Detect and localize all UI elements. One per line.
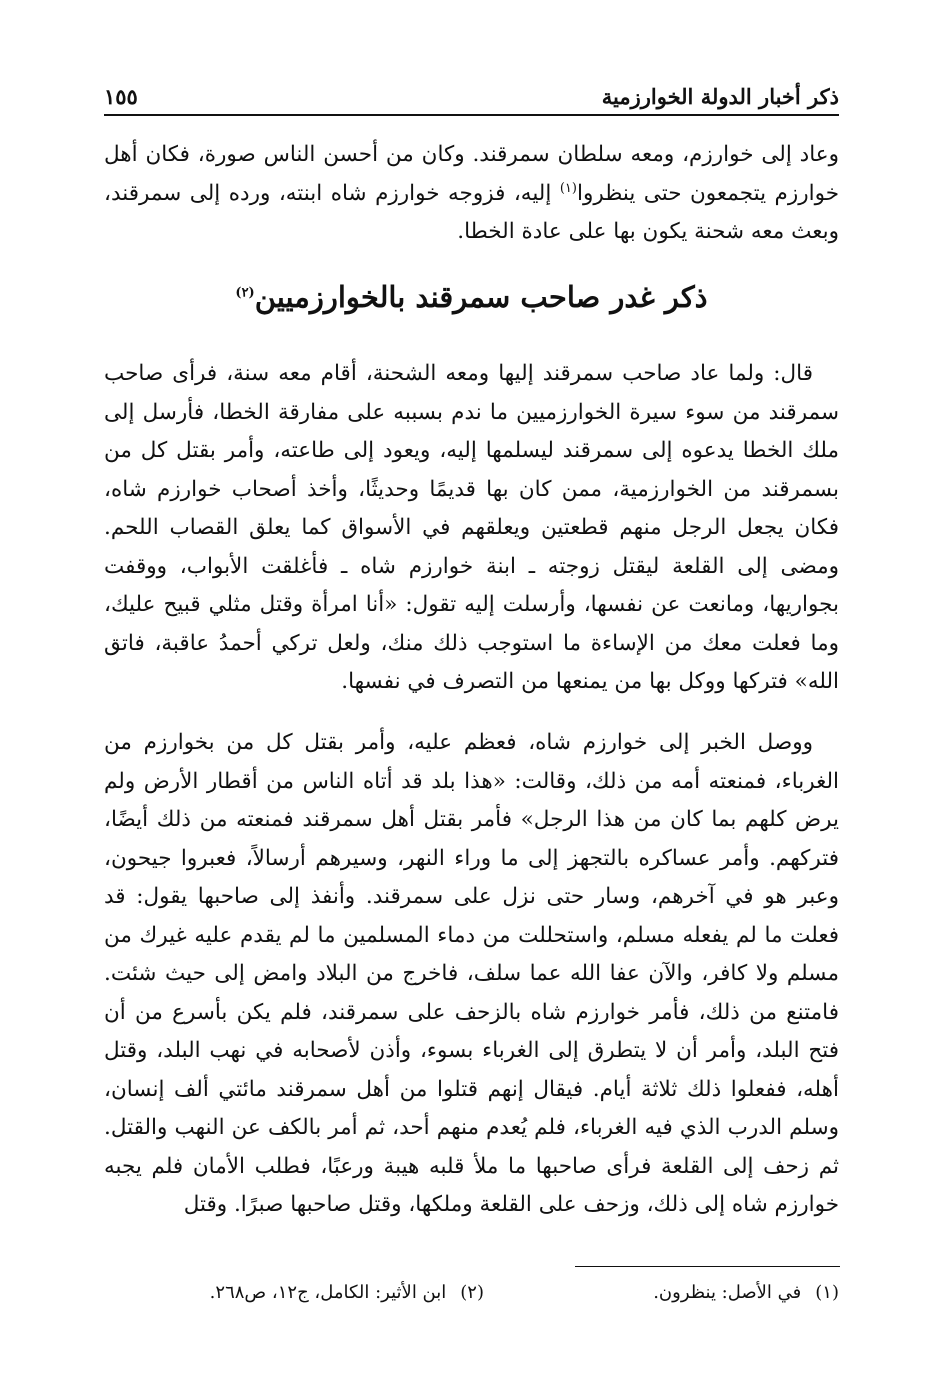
section-heading: [104, 280, 839, 314]
footnote-2: [210, 1282, 484, 1303]
paragraph-2: ووصل الخبر إلى خوارزم شاه، فعظم عليه، وأمر بقتل كل من بخوارزم من الغرباء، فمنعته أمه من ذلك، وقالت: «هذا بلد قد أتاه الناس من أقطار الأرض ولم يرض كلهم بما كان من هذا الرجل» فأمر بقتل أهل سمرقند فمنعته من ذلك أيضًا، فتركهم. وأمر عساكره بالتجهز إلى ما وراء النهر، وسيرهم أرسالاً، فعبروا جيحون، وعبر هو في آخرهم، وسار حتى نزل على سمرقند. وأنفذ إلى صاحبها يقول: قد فعلت ما لم يفعله مسلم، واستحللت من دماء المسلمين ما لم يقدم عليه غيرك من مسلم ولا كافر، والآن عفا الله عما سلف، فاخرج من البلاد وامض إلى حيث شئت. فامتنع من ذلك، فأمر خوارزم شاه بالزحف على سمرقند، فلم يكن بأسرع من أن فتح البلد، وأمر أن لا يتطرق إلى الغرباء بسوء، وأذن لأصحابه في نهب البلد، وقتل أهله، ففعلوا ذلك ثلاثة أيام. فيقال إنهم قتلوا من أهل سمرقند مائتي ألف إنسان، وسلم الدرب الذي فيه الغرباء، فلم يُعدم منهم أحد، ثم أمر بالكف عن النهب والقتل. ثم زحف إلى القلعة فرأى صاحبها ما ملأ قلبه هيبة ورعبًا، فطلب الأمان فلم يجبه خوارزم شاه إلى ذلك، وزحف على القلعة وملكها، وقتل صاحبها صبرًا. وقتل: [104, 730, 839, 1217]
footnote-2-number: (٢): [460, 1282, 484, 1303]
intro-paragraph: [104, 136, 839, 252]
intro-text-a: وعاد إلى خوارزم، ومعه سلطان سمرقند. وكان من أحسن الناس صورة، فكان أهل خوارزم يتجمعون حتى ينظروا: [104, 142, 840, 206]
footnotes: [104, 1282, 839, 1312]
intro-text-b: إليه، فزوجه خوارزم شاه ابنته، ورده إلى سمرقند، وبعث معه شحنة يكون بها على عادة الخطا.: [104, 180, 839, 244]
page-number: ١٥٥: [104, 84, 138, 109]
running-title: ذكر أخبار الدولة الخوارزمية: [601, 84, 839, 109]
footnote-1: [653, 1282, 839, 1303]
paragraph-1: قال: ولما عاد صاحب سمرقند إليها ومعه الشحنة، أقام معه سنة، فرأى صاحب سمرقند من سوء سيرة الخوارزميين ما ندم بسببه على مفارقة الخطا، فأرسل إلى ملك الخطا يدعوه إلى سمرقند ليسلمها إليه، ويعود إلى طاعته، وأمر بقتل كل من بسمرقند من الخوارزمية، ممن كان بها قديمًا وحديثًا، وأخذ أصحاب خوارزم شاه، فكان يجعل الرجل منهم قطعتين ويعلقهم في الأسواق كما يعلق القصاب اللحم. ومضى إلى القلعة ليقتل زوجته ـ ابنة خوارزم شاه ـ فأغلقت الأبواب، ووقفت بجواريها، ومانعت عن نفسها، وأرسلت إليه تقول: «أنا امرأة وقتل مثلي قبيح عليك، وما فعلت معك من الإساءة ما استوجب ذلك منك، ولعل تركي أحمدُ عاقبة، فاتق الله» فتركها ووكل بها من يمنعها من التصرف في نفسها.: [104, 361, 839, 694]
footnote-ref-1: (١): [559, 180, 577, 196]
page-header: [104, 78, 839, 116]
footnote-1-text: في الأصل: ينظرون.: [653, 1282, 802, 1303]
footnote-ref-2: (٢): [235, 285, 255, 301]
section-title: ذكر غدر صاحب سمرقند بالخوارزميين: [254, 280, 708, 314]
footnote-1-number: (١): [815, 1282, 839, 1303]
footnote-divider: [575, 1266, 840, 1267]
footnote-2-text: ابن الأثير: الكامل، ج١٢، ص٢٦٨.: [209, 1282, 447, 1303]
